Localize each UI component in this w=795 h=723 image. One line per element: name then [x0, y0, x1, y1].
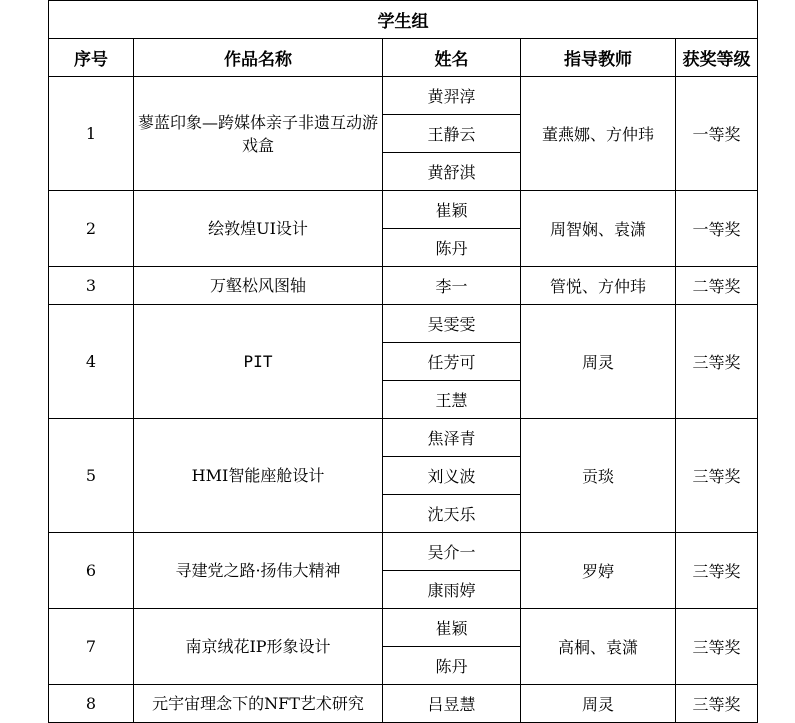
entry-work: HMI智能座舱设计: [134, 419, 383, 533]
entry-no: 8: [49, 685, 134, 723]
entry-no: 4: [49, 305, 134, 419]
entry-no: 7: [49, 609, 134, 685]
entry-name: 吴介一: [383, 533, 521, 571]
entry-no: 2: [49, 191, 134, 267]
header-row: [49, 39, 758, 77]
entry-work: 寻建党之路·扬伟大精神: [134, 533, 383, 609]
entry-award: 三等奖: [676, 609, 758, 685]
table-row: [49, 77, 758, 115]
entry-name: 黄羿淳: [383, 77, 521, 115]
table-row: [49, 533, 758, 571]
table-row: [49, 305, 758, 343]
entry-name: 陈丹: [383, 229, 521, 267]
entry-work: PIT: [134, 305, 383, 419]
award-table: [48, 0, 758, 723]
entry-award: 三等奖: [676, 305, 758, 419]
header-award: 获奖等级: [676, 39, 758, 77]
entry-no: 5: [49, 419, 134, 533]
entry-name: 吕昱慧: [383, 685, 521, 723]
entry-name: 陈丹: [383, 647, 521, 685]
entry-award: 三等奖: [676, 419, 758, 533]
header-work: 作品名称: [134, 39, 383, 77]
entry-name: 吴雯雯: [383, 305, 521, 343]
entry-teacher: 周灵: [521, 305, 676, 419]
entry-work: 绘敦煌UI设计: [134, 191, 383, 267]
entry-name: 李一: [383, 267, 521, 305]
entry-work: 蓼蓝印象—跨媒体亲子非遗互动游戏盒: [134, 77, 383, 191]
entry-teacher: 管悦、方仲玮: [521, 267, 676, 305]
entry-teacher: 董燕娜、方仲玮: [521, 77, 676, 191]
entry-teacher: 周智娴、袁潇: [521, 191, 676, 267]
entry-award: 三等奖: [676, 685, 758, 723]
table-row: [49, 419, 758, 457]
entry-teacher: 罗婷: [521, 533, 676, 609]
header-name: 姓名: [383, 39, 521, 77]
table-row: [49, 267, 758, 305]
entry-award: 一等奖: [676, 77, 758, 191]
entry-award: 二等奖: [676, 267, 758, 305]
entry-work: 南京绒花IP形象设计: [134, 609, 383, 685]
entry-name: 崔颖: [383, 191, 521, 229]
table-title: 学生组: [49, 1, 758, 39]
entry-award: 三等奖: [676, 533, 758, 609]
entry-name: 任芳可: [383, 343, 521, 381]
entry-teacher: 周灵: [521, 685, 676, 723]
entry-name: 康雨婷: [383, 571, 521, 609]
entry-award: 一等奖: [676, 191, 758, 267]
header-teacher: 指导教师: [521, 39, 676, 77]
entry-no: 1: [49, 77, 134, 191]
entry-name: 崔颖: [383, 609, 521, 647]
entry-name: 沈天乐: [383, 495, 521, 533]
entry-name: 王静云: [383, 115, 521, 153]
table-row: [49, 609, 758, 647]
entry-name: 焦泽青: [383, 419, 521, 457]
entry-work: 万壑松风图轴: [134, 267, 383, 305]
entry-name: 刘义波: [383, 457, 521, 495]
entry-no: 3: [49, 267, 134, 305]
table-row: [49, 191, 758, 229]
entry-name: 王慧: [383, 381, 521, 419]
entry-name: 黄舒淇: [383, 153, 521, 191]
entry-teacher: 贡琰: [521, 419, 676, 533]
entry-no: 6: [49, 533, 134, 609]
entry-teacher: 高桐、袁潇: [521, 609, 676, 685]
header-no: 序号: [49, 39, 134, 77]
entry-work: 元宇宙理念下的NFT艺术研究: [134, 685, 383, 723]
table-row: [49, 685, 758, 723]
